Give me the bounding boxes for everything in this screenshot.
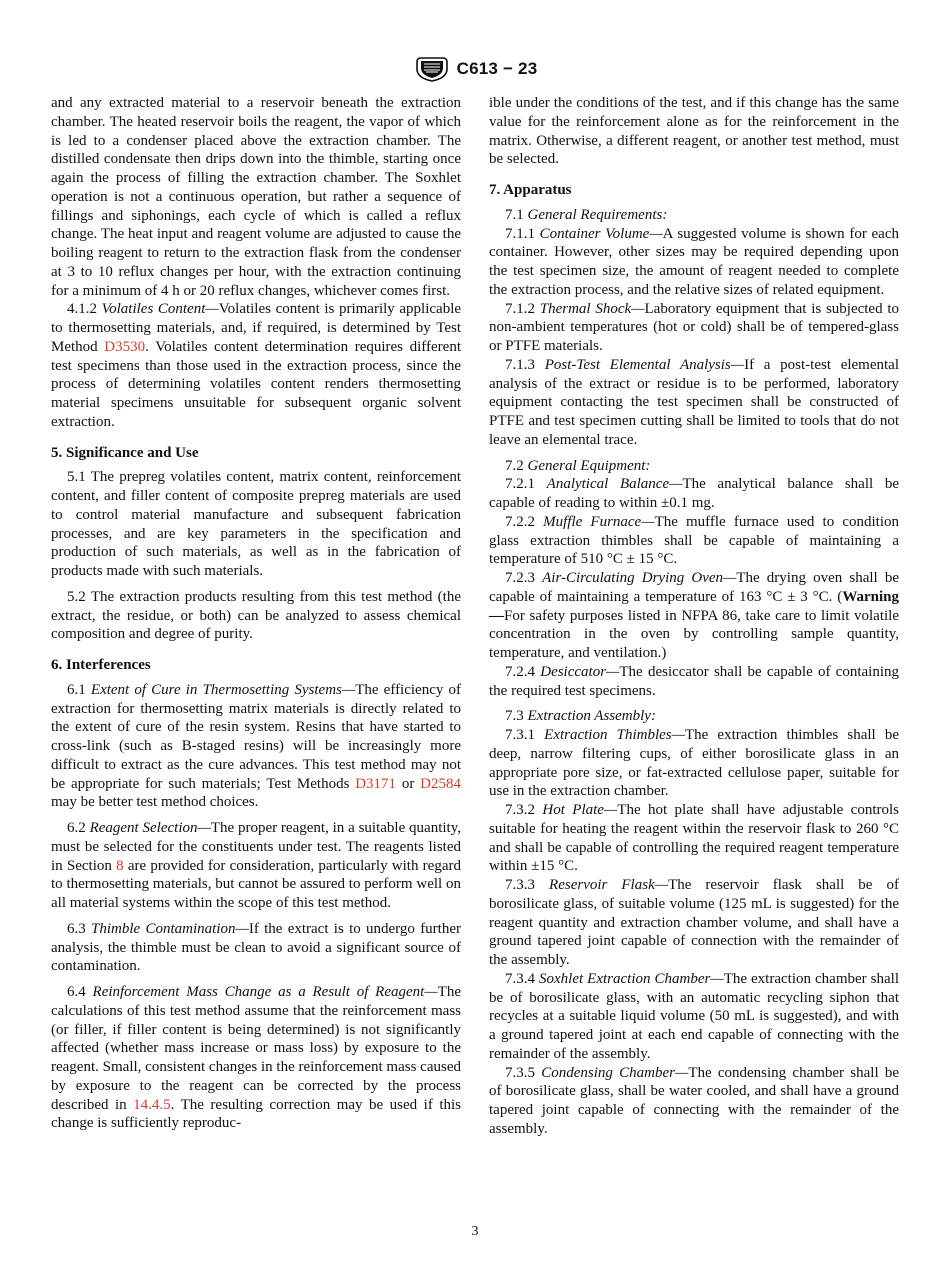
paragraph-7-3: [489, 707, 899, 726]
link-14-4-5[interactable]: 14.4.5: [133, 1096, 171, 1113]
paragraph-5-2: 5.2 The extraction products resulting from this test method (the extract, the residue, or both) can be analyzed to assess chemical composition and degree of purity.: [51, 588, 461, 643]
section-title: General Requirements:: [527, 206, 668, 223]
paragraph-6-1: [51, 681, 461, 812]
paragraph-7-1-2: [489, 300, 899, 356]
section-title: Hot Plate—: [542, 802, 618, 818]
link-section-8[interactable]: 8: [116, 857, 124, 874]
paragraph-6-4-continued: ible under the conditions of the test, and if this change has the same value for the reinforcement alone as for the reinforcement in the matrix. Otherwise, a different reagent, or another test method, must be selected.: [489, 95, 899, 168]
paragraph-7-2-4: [489, 663, 899, 701]
section-number: 6.1: [67, 681, 86, 698]
section-number: 7.3.3: [505, 877, 535, 893]
link-d3171[interactable]: D3171: [355, 775, 397, 792]
section-number: 6.2: [67, 820, 86, 836]
paragraph-text: The efficiency of extraction for thermosetting matrix materials is directly related to the extent of cure of the resin system. Resins that have started to cross-link (such as B-staged resins) will be increasingly more difficult to extract as the cure advances. This test method may not be appropriate for such materials; Test Methods: [51, 681, 462, 792]
standard-designation: C613 − 23: [456, 59, 538, 78]
paragraph-text: The drying oven shall be capable of maintaining a temperature of 163 °C ± 3 °C. (: [489, 570, 899, 605]
section-title: Volatiles Content—: [101, 301, 219, 318]
paragraph-text: The reservoir flask shall be of borosilicate glass, of suitable volume (125 mL is suggested) for the reagent quantity and extraction chamber volume, and shall have a ground tapered joint capable of connection with the remainder of the assembly.: [489, 877, 899, 968]
paragraph-text: Volatiles content is primarily applicable to thermosetting materials, and, if required, is determined by Test Method: [51, 301, 462, 355]
heading-section-6: 6. Interferences: [51, 657, 151, 673]
section-title: General Equipment:: [527, 457, 651, 474]
paragraph-text: The muffle furnace used to condition glass extraction thimbles shall be capable of maintaining a temperature of 510 °C ± 15 °C.: [489, 513, 899, 568]
paragraph-text: are provided for consideration, particularly with regard to thermosetting materials, but cannot be assured to perform well on all material systems within the scope of this test method.: [51, 857, 461, 911]
page-number: 3: [471, 1224, 479, 1239]
left-column: [51, 94, 461, 1133]
paragraph-text: A suggested volume is shown for each container. However, other sizes may be required depending upon the test specimen size, the amount of reagent needed to complete the extraction process, and the relative sizes of related equipment.: [489, 225, 899, 298]
section-number: 7.3.4: [505, 970, 535, 987]
section-number: 7.3.5: [505, 1064, 535, 1081]
section-number: 7.2.2: [505, 513, 535, 530]
paragraph-4-1-2: [51, 300, 461, 431]
heading-section-5: 5. Significance and Use: [51, 444, 199, 461]
paragraph-7-1: [489, 206, 899, 225]
paragraph-7-3-5: [489, 1064, 899, 1139]
paragraph-text: The analytical balance shall be capable of reading to within ±0.1 mg.: [489, 476, 899, 511]
paragraph-text: If a post-test elemental analysis of the extract or residue is to be performed, laboratory equipment contacting the test specimen shall be constructed of PTFE and test specimen cutting shall be limited to tools that do not leave an elemental trace.: [489, 356, 899, 448]
section-number: 6.4: [67, 984, 86, 1000]
paragraph-text: The extraction thimbles shall be deep, narrow filtering cups, of either borosilicate glass in an appropriate pore size, or fat-extracted cellulose paper, suitable for use in the extraction chamber.: [489, 727, 899, 800]
paragraph-text: . Volatiles content determination requires different test specimens than those used in the extraction process, since the process of determining volatiles content renders thermosetting material specimens unsuitable for subsequent organic solvent extraction.: [51, 338, 461, 430]
section-title: Condensing Chamber—: [541, 1064, 689, 1081]
section-number: 7.2.3: [505, 570, 535, 586]
section-title: Thimble Contamination—: [91, 920, 249, 937]
section-title: Reinforcement Mass Change as a Result of Reagent—: [92, 984, 438, 1000]
paragraph-4-1-1-continued: and any extracted material to a reservoir beneath the extraction chamber. The heated reservoir boils the reagent, the vapor of which is led to a condenser placed above the extraction chamber. The distilled condensate then drips down into the thimble, starting once again the process of filling the extraction chamber. The Soxhlet operation is not a continuous operation, but rather a sequence of fillings and siphonings, each cycle of which is called a reflux change. The heat input and reagent volume are adjusted to cause the boiling reagent to return to the extraction flask from the condenser at 3 to 10 reflux changes per hour, with the extraction continuing for a minimum of 4 h or 20 reflux changes, whichever comes first.: [51, 95, 461, 299]
section-title: Extent of Cure in Thermosetting Systems—: [90, 681, 356, 698]
section-title: Post-Test Elemental Analysis—: [544, 356, 745, 373]
paragraph-7-2-3: [489, 569, 899, 663]
section-title: Muffle Furnace—: [543, 513, 655, 530]
paragraph-7-3-3: [489, 876, 899, 970]
paragraph-7-2: [489, 457, 899, 476]
paragraph-text: The hot plate shall have adjustable controls suitable for heating the reagent within the reservoir flask to 260 °C and shall be capable of controlling the required reagent temperature within ±15 °C.: [489, 802, 900, 875]
paragraph-text: The calculations of this test method assume that the reinforcement mass (or filler, if filler content is being determined) is not significantly affected (whether mass increase or mass loss) by exposure to the reagent. Small, consistent changes in the reinforcement mass caused by exposure to the reagent can be corrected by the process described in: [51, 984, 461, 1113]
paragraph-7-3-4: [489, 970, 899, 1064]
astm-logo-icon: [413, 56, 451, 82]
paragraph-text: or: [396, 775, 421, 792]
section-title: Container Volume—: [539, 225, 663, 242]
heading-section-7: 7. Apparatus: [489, 182, 572, 198]
section-number: 6.3: [67, 920, 86, 937]
paragraph-text: may be better test method choices.: [51, 794, 259, 811]
paragraph-text: Laboratory equipment that is subjected to non-ambient temperatures (hot or cold) shall be of tempered-glass or PTFE materials.: [489, 300, 900, 354]
link-d2584[interactable]: D2584: [420, 775, 462, 792]
paragraph-text: The extraction chamber shall be of borosilicate glass, with an automatic recycling siphon that recycles at a suitable liquid volume (50 mL is suggested), and with a ground tapered joint at each end capable of connecting with the remainder of the assembly.: [489, 970, 899, 1062]
link-d3530[interactable]: D3530: [104, 338, 146, 355]
paragraph-5-1: 5.1 The prepreg volatiles content, matrix content, reinforcement content, and filler content of composite prepreg materials are used to control material manufacture and subsequent fabrication processes, and are key parameters in the specification and production of such materials, as well as in the fabrication of products made with such materials.: [51, 469, 461, 579]
paragraph-6-2: [51, 819, 461, 913]
page-header: [0, 56, 950, 82]
section-number: 7.3.1: [505, 727, 535, 743]
section-number: 7.2: [505, 457, 524, 474]
section-number: 7.2.1: [505, 476, 535, 493]
section-title: Analytical Balance—: [546, 476, 683, 493]
paragraph-7-1-3: [489, 356, 899, 450]
paragraph-text: The proper reagent, in a suitable quantity, must be selected for the constituents under test. The reagents listed in Section: [51, 820, 461, 874]
section-title: Air-Circulating Drying Oven—: [542, 570, 737, 586]
warning-label: Warning—: [489, 588, 899, 624]
section-title: Soxhlet Extraction Chamber—: [539, 970, 724, 987]
section-number: 7.2.4: [505, 663, 535, 680]
paragraph-6-3: [51, 920, 461, 976]
section-number: 7.1.3: [505, 356, 535, 373]
paragraph-7-3-2: [489, 801, 899, 876]
paragraph-text: The condensing chamber shall be of borosilicate glass, shall be water cooled, and shall have a ground tapered joint capable of connecting with the remainder of the assembly.: [489, 1064, 900, 1137]
paragraph-text: For safety purposes listed in NFPA 86, take care to limit volatile concentration in the oven by controlling sample quantity, temperature, and ventilation.): [489, 607, 899, 661]
paragraph-7-1-1: [489, 225, 899, 300]
section-number: 7.3.2: [505, 802, 535, 818]
paragraph-text: If the extract is to undergo further analysis, the thimble must be clean to avoid a significant source of contamination.: [51, 920, 461, 975]
section-number: 4.1.2: [67, 301, 97, 318]
paragraph-7-2-1: [489, 475, 899, 513]
section-number: 7.3: [505, 708, 524, 725]
section-title: Thermal Shock—: [539, 300, 645, 317]
section-number: 7.1.1: [505, 225, 535, 242]
section-title: Extraction Thimbles—: [544, 727, 685, 743]
section-number: 7.1.2: [505, 300, 535, 317]
section-title: Extraction Assembly:: [527, 708, 656, 725]
section-title: Desiccator—: [540, 663, 620, 680]
paragraph-7-3-1: [489, 726, 899, 801]
right-column: [489, 94, 899, 1139]
paragraph-text: The desiccator shall be capable of containing the required test specimens.: [489, 663, 900, 699]
paragraph-6-4: [51, 983, 461, 1133]
section-number: 7.1: [505, 206, 524, 223]
paragraph-7-2-2: [489, 513, 899, 569]
section-title: Reservoir Flask—: [549, 877, 669, 893]
paragraph-text: . The resulting correction may be used if this change is sufficiently reproduc-: [51, 1096, 462, 1132]
section-title: Reagent Selection—: [89, 820, 211, 836]
